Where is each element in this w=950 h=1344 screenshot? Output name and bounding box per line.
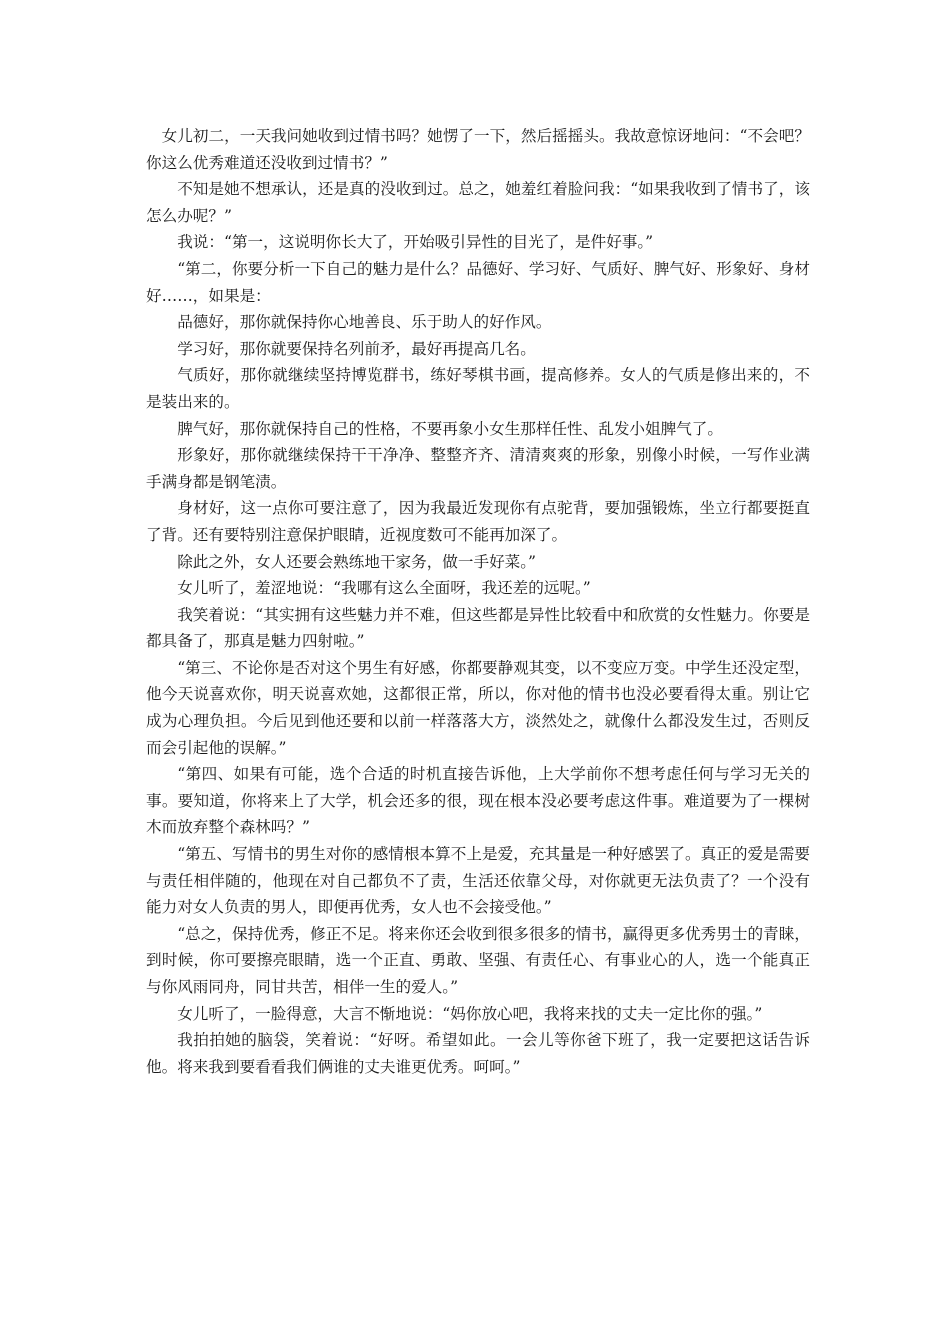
paragraph: “第二，你要分析一下自己的魅力是什么？品德好、学习好、气质好、脾气好、形象好、身材好……，如果是： — [146, 259, 810, 305]
paragraph: “第三、不论你是否对这个男生有好感，你都要静观其变，以不变应万变。中学生还没定型，他今天说喜欢你，明天说喜欢她，这都很正常，所以，你对他的情书也没必要看得太重。别让它成为心理负担。今后见到他还要和以前一样落落大方，淡然处之，就像什么都没发生过，否则反而会引起他的误解。” — [146, 658, 810, 757]
paragraph: 女儿听了，一脸得意，大言不惭地说：“妈你放心吧，我将来找的丈夫一定比你的强。” — [177, 1004, 763, 1023]
paragraph: 我拍拍她的脑袋，笑着说：“好呀。希望如此。一会儿等你爸下班了，我一定要把这话告诉他。将来我到要看看我们俩谁的丈夫谁更优秀。呵呵。” — [146, 1031, 810, 1076]
paragraph: 我笑着说：“其实拥有这些魅力并不难，但这些都是异性比较看中和欣赏的女性魅力。你要是都具备了，那真是魅力四射啦。” — [146, 605, 810, 651]
paragraph: “第五、写情书的男生对你的感情根本算不上是爱，充其量是一种好感罢了。真正的爱是需要与责任相伴随的，他现在对自己都负不了责，生活还依靠父母，对你就更无法负责了？一个没有能力对女人负责的男人，即便再优秀，女人也不会接受他。” — [146, 845, 810, 917]
paragraph: 品德好，那你就保持你心地善良、乐于助人的好作风。 — [177, 313, 552, 332]
paragraph: 气质好，那你就继续坚持博览群书，练好琴棋书画，提高修养。女人的气质是修出来的，不是装出来的。 — [146, 366, 810, 411]
paragraph: 女儿听了，羞涩地说：“我哪有这么全面呀，我还差的远呢。” — [177, 579, 591, 598]
paragraph: 我说：“第一，这说明你长大了，开始吸引异性的目光了，是件好事。” — [177, 233, 654, 252]
paragraph: 身材好，这一点你可要注意了，因为我最近发现你有点驼背，要加强锻炼，坐立行都要挺直了背。还有要特别注意保护眼睛，近视度数可不能再加深了。 — [146, 499, 810, 544]
paragraph: 不知是她不想承认，还是真的没收到过。总之，她羞红着脸问我：“如果我收到了情书了，该怎么办呢？” — [146, 180, 810, 225]
paragraph: 女儿初二，一天我问她收到过情书吗？她愣了一下，然后摇摇头。我故意惊讶地问：“不会吧？你这么优秀难道还没收到过情书？” — [146, 127, 810, 172]
paragraph: “第四、如果有可能，选个合适的时机直接告诉他，上大学前你不想考虑任何与学习无关的事。要知道，你将来上了大学，机会还多的很，现在根本没必要考虑这件事。难道要为了一棵树木而放弃整个森林吗？” — [146, 765, 810, 837]
paragraph: “总之，保持优秀，修正不足。将来你还会收到很多很多的情书，赢得更多优秀男士的青睐，到时候，你可要擦亮眼睛，选一个正直、勇敢、坚强、有责任心、有事业心的人，选一个能真正与你风雨同舟，同甘共苦，相伴一生的爱人。” — [146, 924, 810, 996]
paragraph: 学习好，那你就要保持名列前矛，最好再提高几名。 — [177, 339, 536, 358]
paragraph: 形象好，那你就继续保持干干净净、整整齐齐、清清爽爽的形象，别像小时候，一写作业满手满身都是钢笔渍。 — [146, 446, 810, 491]
paragraph: 除此之外，女人还要会熟练地干家务，做一手好菜。” — [177, 552, 537, 571]
document-body — [146, 123, 810, 1080]
paragraph: 脾气好，那你就保持自己的性格，不要再象小女生那样任性、乱发小姐脾气了。 — [177, 419, 723, 438]
